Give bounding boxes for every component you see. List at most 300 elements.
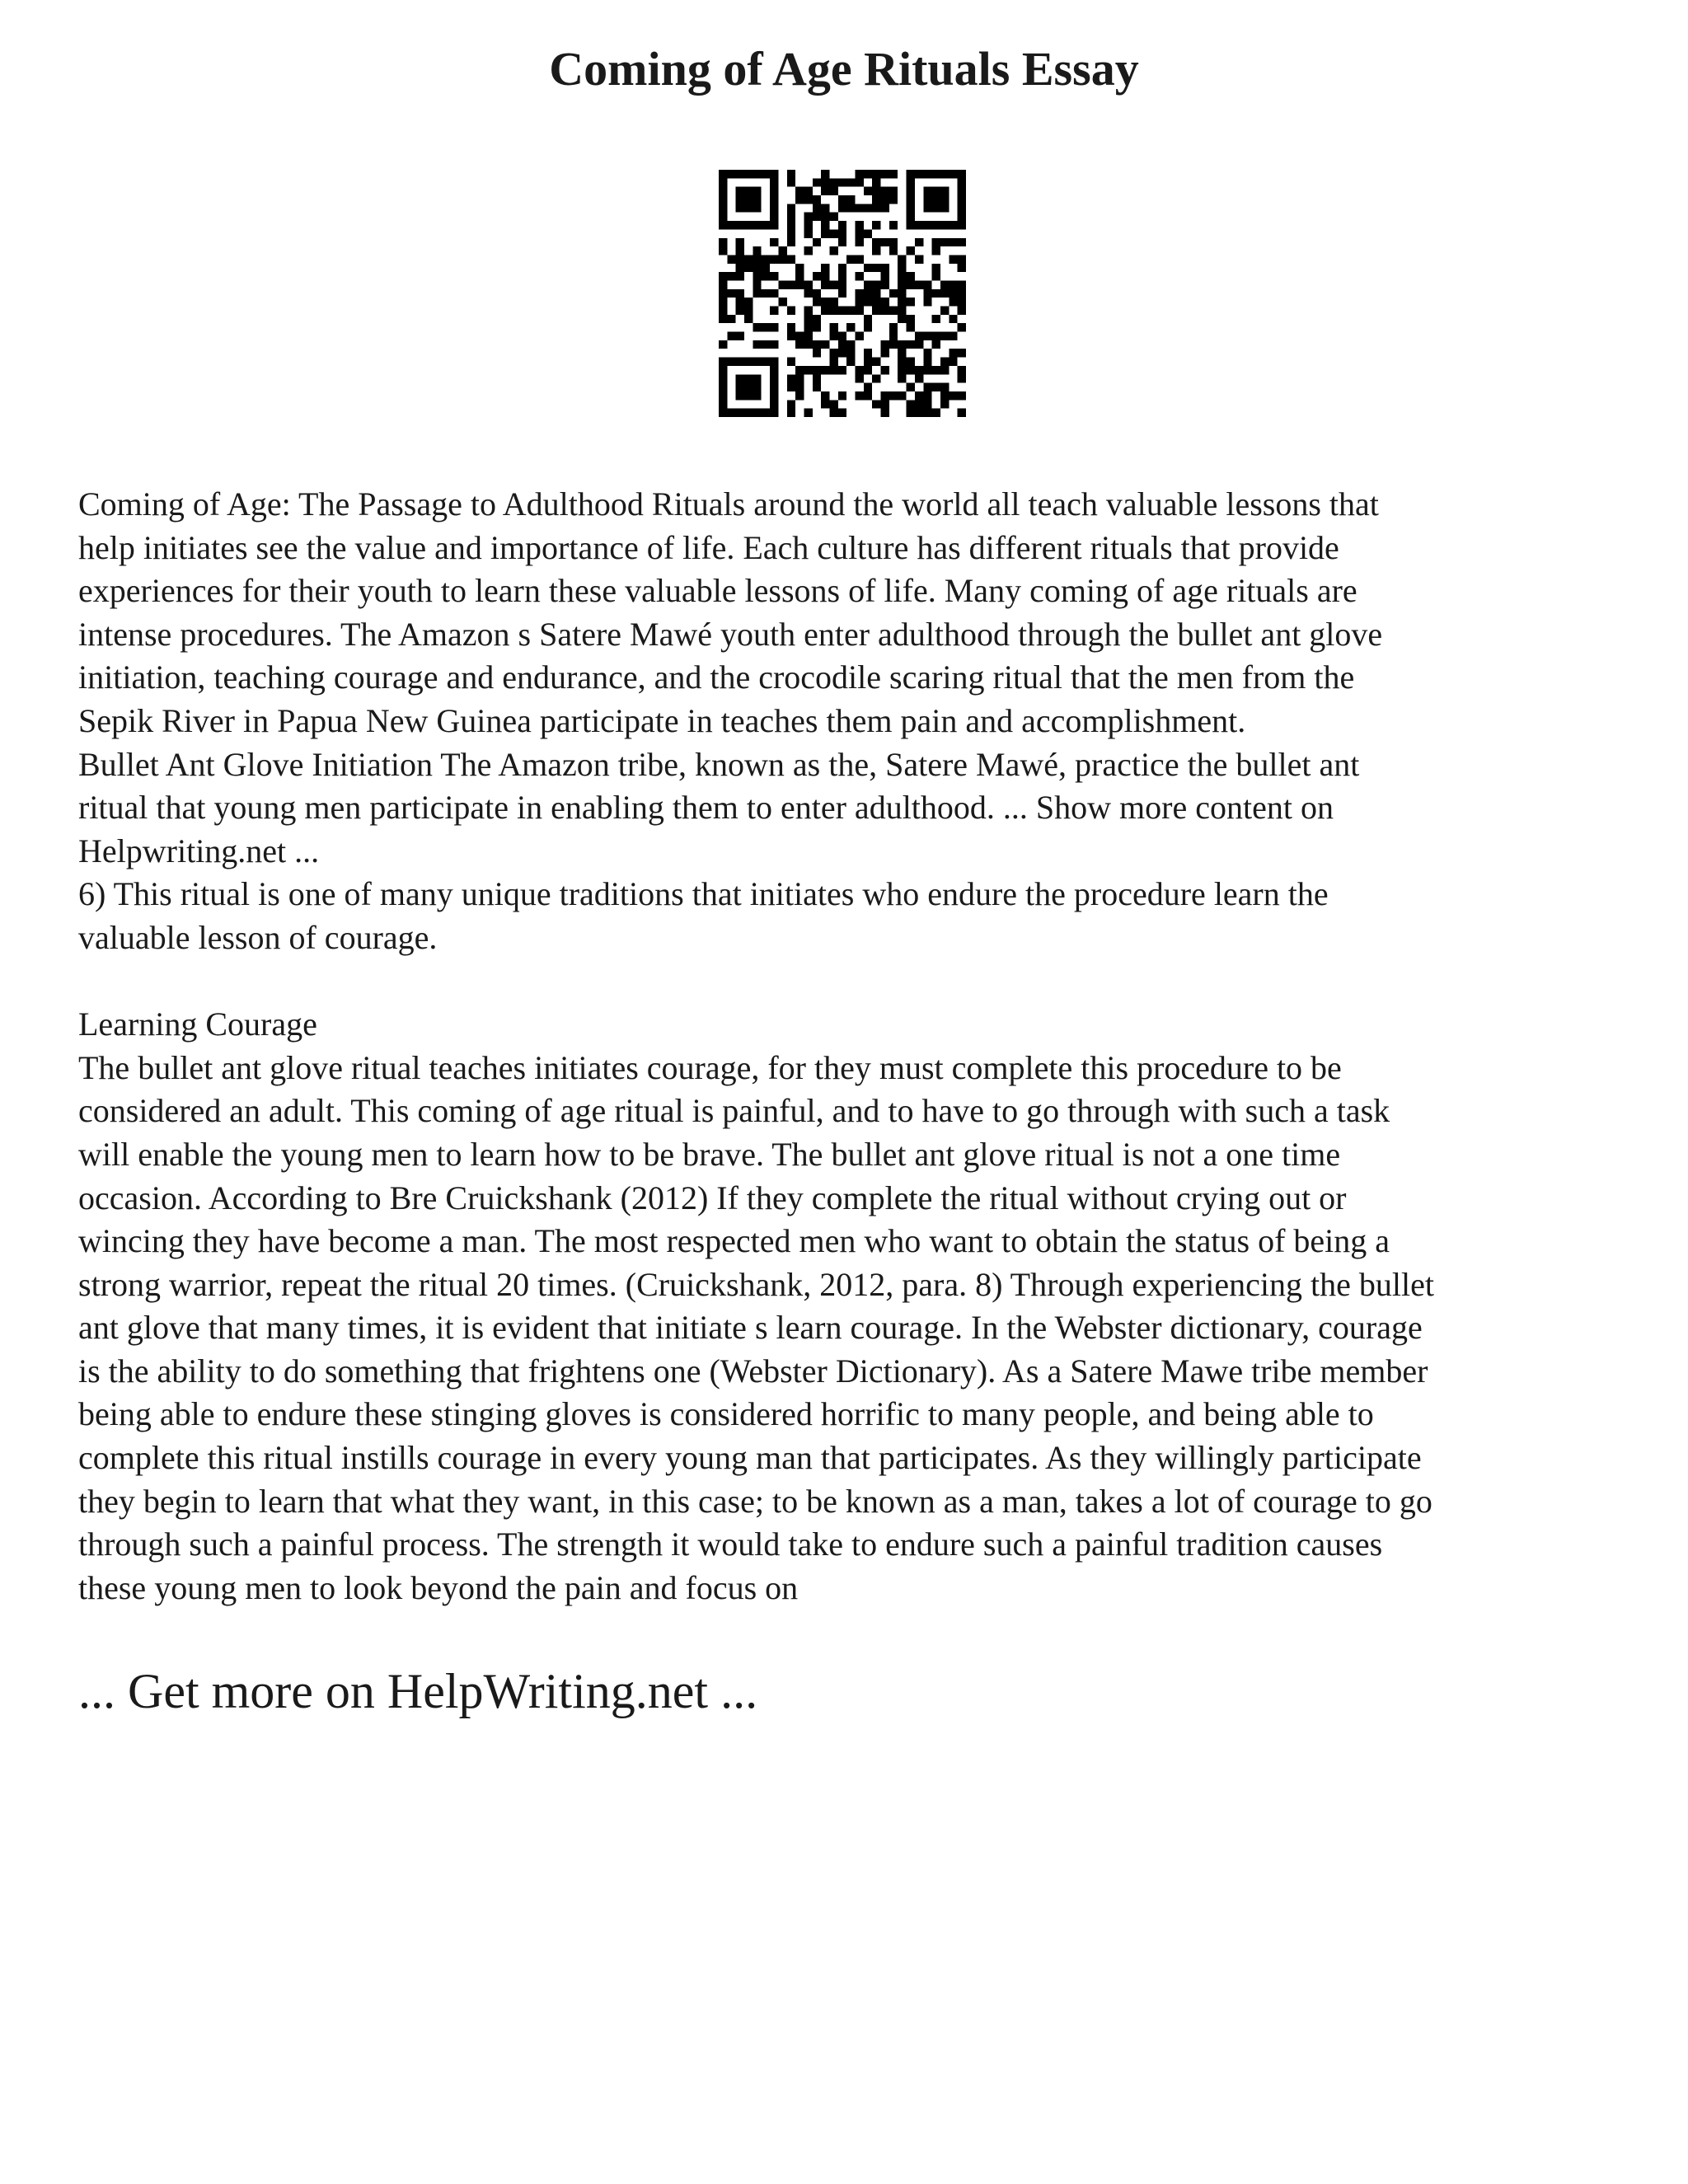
qr-module bbox=[864, 229, 872, 237]
qr-module bbox=[744, 264, 753, 272]
qr-module bbox=[719, 409, 727, 417]
qr-module bbox=[753, 246, 761, 255]
qr-module bbox=[778, 298, 786, 306]
qr-module bbox=[923, 195, 931, 204]
qr-module bbox=[881, 349, 889, 357]
qr-module bbox=[736, 307, 744, 315]
text-line: is the ability to do something that frightens one (Webster Dictionary). As a Satere Mawe tribe member bbox=[78, 1352, 1428, 1390]
qr-module bbox=[907, 383, 915, 391]
qr-module bbox=[744, 170, 753, 178]
text-line: The bullet ant glove ritual teaches initiates courage, for they must complete this procedure to be bbox=[78, 1048, 1342, 1086]
qr-module bbox=[787, 332, 795, 340]
qr-module bbox=[923, 391, 931, 400]
qr-module bbox=[719, 400, 727, 408]
qr-module bbox=[736, 195, 744, 204]
qr-module bbox=[872, 264, 880, 272]
qr-module bbox=[856, 255, 864, 263]
qr-module bbox=[736, 170, 744, 178]
qr-module bbox=[881, 391, 889, 400]
qr-module bbox=[795, 272, 804, 280]
get-more-link[interactable]: ... Get more on HelpWriting.net ... bbox=[78, 1664, 758, 1718]
qr-module bbox=[889, 187, 898, 195]
qr-module bbox=[736, 255, 744, 263]
qr-module bbox=[736, 358, 744, 366]
text-line: strong warrior, repeat the ritual 20 times. (Cruickshank, 2012, para. 8) Through experiencing the bullet bbox=[78, 1265, 1434, 1303]
text-line: will enable the young men to learn how to be brave. The bullet ant glove ritual is not a one time bbox=[78, 1135, 1341, 1173]
qr-module bbox=[907, 400, 915, 408]
qr-module bbox=[898, 391, 906, 400]
qr-module bbox=[736, 391, 744, 400]
qr-module bbox=[787, 213, 795, 221]
qr-module bbox=[932, 409, 940, 417]
qr-module bbox=[864, 358, 872, 366]
qr-module bbox=[872, 178, 880, 186]
qr-module bbox=[736, 298, 744, 306]
qr-module bbox=[829, 332, 837, 340]
qr-module bbox=[898, 366, 906, 374]
qr-module bbox=[838, 366, 846, 374]
text-line: occasion. According to Bre Cruickshank (2012) If they complete the ritual without crying out or bbox=[78, 1179, 1347, 1216]
qr-module bbox=[838, 340, 846, 349]
qr-module bbox=[804, 315, 812, 323]
qr-module bbox=[940, 307, 949, 315]
qr-module bbox=[907, 358, 915, 366]
qr-module bbox=[864, 349, 872, 357]
qr-module bbox=[881, 195, 889, 204]
qr-module bbox=[889, 221, 898, 229]
qr-module bbox=[719, 246, 727, 255]
qr-module bbox=[949, 238, 957, 246]
qr-module bbox=[864, 187, 872, 195]
qr-module bbox=[762, 255, 770, 263]
qr-module bbox=[787, 383, 795, 391]
qr-module bbox=[915, 400, 923, 408]
qr-module bbox=[915, 221, 923, 229]
qr-module bbox=[872, 238, 880, 246]
qr-module bbox=[881, 280, 889, 288]
qr-module bbox=[864, 264, 872, 272]
qr-module bbox=[915, 280, 923, 288]
qr-module bbox=[898, 315, 906, 323]
qr-module bbox=[829, 349, 837, 357]
qr-code-icon bbox=[719, 170, 966, 417]
qr-module bbox=[889, 238, 898, 246]
qr-module bbox=[813, 366, 821, 374]
qr-module bbox=[907, 272, 915, 280]
qr-module bbox=[821, 178, 829, 186]
qr-module bbox=[778, 255, 786, 263]
qr-module bbox=[923, 349, 931, 357]
qr-module bbox=[932, 246, 940, 255]
qr-module bbox=[770, 307, 778, 315]
qr-module bbox=[856, 391, 864, 400]
qr-module bbox=[795, 332, 804, 340]
qr-module bbox=[719, 366, 727, 374]
qr-module bbox=[838, 409, 846, 417]
qr-module bbox=[846, 340, 855, 349]
qr-module bbox=[787, 204, 795, 212]
qr-module bbox=[856, 272, 864, 280]
qr-module bbox=[770, 400, 778, 408]
qr-module bbox=[958, 204, 966, 212]
qr-module bbox=[787, 280, 795, 288]
qr-module bbox=[907, 178, 915, 186]
text-line: being able to endure these stinging gloves is considered horrific to many people, and being able to bbox=[78, 1395, 1374, 1433]
text-line: intense procedures. The Amazon s Satere Mawé youth enter adulthood through the bullet ant glove bbox=[78, 615, 1383, 653]
qr-module bbox=[804, 187, 812, 195]
qr-module bbox=[915, 366, 923, 374]
qr-module bbox=[787, 409, 795, 417]
qr-module bbox=[762, 289, 770, 298]
qr-module bbox=[762, 264, 770, 272]
qr-module bbox=[770, 178, 778, 186]
qr-module bbox=[915, 332, 923, 340]
qr-module bbox=[744, 204, 753, 212]
qr-module bbox=[940, 170, 949, 178]
qr-module bbox=[770, 272, 778, 280]
qr-module bbox=[736, 246, 744, 255]
qr-module bbox=[787, 358, 795, 366]
text-line: Bullet Ant Glove Initiation The Amazon tribe, known as the, Satere Mawé, practice the bullet ant bbox=[78, 745, 1360, 783]
qr-module bbox=[795, 340, 804, 349]
qr-module bbox=[846, 349, 855, 357]
qr-module bbox=[940, 289, 949, 298]
qr-module bbox=[889, 323, 898, 331]
qr-module bbox=[923, 280, 931, 288]
qr-module bbox=[838, 264, 846, 272]
qr-module bbox=[736, 289, 744, 298]
qr-module bbox=[923, 409, 931, 417]
qr-module bbox=[821, 307, 829, 315]
qr-module bbox=[804, 307, 812, 315]
qr-module bbox=[915, 238, 923, 246]
qr-module bbox=[770, 170, 778, 178]
qr-module bbox=[804, 332, 812, 340]
qr-module bbox=[915, 170, 923, 178]
qr-module bbox=[753, 358, 761, 366]
qr-module bbox=[753, 221, 761, 229]
qr-module bbox=[762, 340, 770, 349]
qr-module bbox=[795, 195, 804, 204]
qr-module bbox=[762, 323, 770, 331]
qr-module bbox=[813, 195, 821, 204]
qr-module bbox=[804, 195, 812, 204]
qr-module bbox=[856, 238, 864, 246]
text-line: experiences for their youth to learn these valuable lessons of life. Many coming of age rituals are bbox=[78, 572, 1357, 610]
qr-module bbox=[770, 204, 778, 212]
qr-module bbox=[864, 298, 872, 306]
qr-module bbox=[744, 409, 753, 417]
qr-module bbox=[838, 195, 846, 204]
qr-module bbox=[795, 366, 804, 374]
qr-module bbox=[898, 264, 906, 272]
qr-module bbox=[932, 272, 940, 280]
qr-module bbox=[907, 195, 915, 204]
qr-module bbox=[940, 391, 949, 400]
qr-module bbox=[744, 221, 753, 229]
qr-module bbox=[719, 358, 727, 366]
qr-module bbox=[856, 307, 864, 315]
qr-module bbox=[838, 229, 846, 237]
qr-module bbox=[915, 409, 923, 417]
qr-module bbox=[958, 391, 966, 400]
qr-module bbox=[881, 409, 889, 417]
qr-module bbox=[889, 391, 898, 400]
qr-module bbox=[744, 383, 753, 391]
qr-module bbox=[932, 204, 940, 212]
paragraph-spacer bbox=[78, 960, 1628, 1004]
text-line: complete this ritual instills courage in every young man that participates. As they willingly participate bbox=[78, 1439, 1422, 1477]
qr-module bbox=[881, 187, 889, 195]
qr-module bbox=[838, 307, 846, 315]
qr-module bbox=[923, 400, 931, 408]
qr-module bbox=[872, 400, 880, 408]
qr-module bbox=[829, 358, 837, 366]
qr-module bbox=[770, 409, 778, 417]
qr-module bbox=[856, 221, 864, 229]
qr-module bbox=[958, 187, 966, 195]
qr-module bbox=[770, 374, 778, 382]
qr-module bbox=[795, 280, 804, 288]
qr-module bbox=[889, 289, 898, 298]
qr-module bbox=[889, 307, 898, 315]
qr-module bbox=[804, 409, 812, 417]
text-line: Learning Courage bbox=[78, 1005, 317, 1043]
qr-module bbox=[804, 289, 812, 298]
qr-module bbox=[889, 340, 898, 349]
qr-module bbox=[753, 272, 761, 280]
qr-module bbox=[907, 170, 915, 178]
qr-module bbox=[898, 289, 906, 298]
qr-module bbox=[881, 340, 889, 349]
qr-module bbox=[736, 409, 744, 417]
qr-module bbox=[744, 358, 753, 366]
qr-module bbox=[872, 358, 880, 366]
qr-module bbox=[856, 289, 864, 298]
qr-module bbox=[719, 289, 727, 298]
qr-module bbox=[813, 298, 821, 306]
qr-module bbox=[949, 221, 957, 229]
qr-module bbox=[821, 221, 829, 229]
qr-module bbox=[770, 213, 778, 221]
text-line: Helpwriting.net ... bbox=[78, 832, 320, 869]
qr-module bbox=[813, 289, 821, 298]
qr-module bbox=[958, 255, 966, 263]
qr-module bbox=[864, 204, 872, 212]
qr-module bbox=[923, 289, 931, 298]
qr-module bbox=[932, 238, 940, 246]
qr-module bbox=[958, 221, 966, 229]
qr-module bbox=[744, 255, 753, 263]
qr-module bbox=[898, 255, 906, 263]
qr-module bbox=[719, 221, 727, 229]
qr-module bbox=[787, 178, 795, 186]
qr-module bbox=[813, 204, 821, 212]
qr-module bbox=[898, 358, 906, 366]
qr-module bbox=[898, 272, 906, 280]
qr-module bbox=[719, 340, 727, 349]
qr-module bbox=[856, 229, 864, 237]
qr-module bbox=[838, 238, 846, 246]
qr-module bbox=[821, 340, 829, 349]
qr-module bbox=[958, 298, 966, 306]
qr-module bbox=[958, 307, 966, 315]
qr-module bbox=[923, 298, 931, 306]
qr-module bbox=[907, 246, 915, 255]
qr-module bbox=[829, 400, 837, 408]
qr-module bbox=[829, 187, 837, 195]
qr-module bbox=[795, 187, 804, 195]
qr-module bbox=[864, 366, 872, 374]
qr-module bbox=[907, 213, 915, 221]
qr-module bbox=[881, 272, 889, 280]
qr-module bbox=[787, 229, 795, 237]
qr-module bbox=[949, 332, 957, 340]
text-line: ritual that young men participate in enabling them to enter adulthood. ... Show more content on bbox=[78, 789, 1334, 827]
qr-module bbox=[940, 358, 949, 366]
qr-module bbox=[813, 178, 821, 186]
qr-module bbox=[770, 383, 778, 391]
qr-module bbox=[838, 178, 846, 186]
qr-module bbox=[821, 204, 829, 212]
qr-module bbox=[881, 264, 889, 272]
qr-module bbox=[898, 374, 906, 382]
qr-module bbox=[864, 289, 872, 298]
qr-module bbox=[719, 315, 727, 323]
qr-module bbox=[762, 409, 770, 417]
qr-module bbox=[719, 187, 727, 195]
qr-module bbox=[744, 298, 753, 306]
qr-module bbox=[813, 213, 821, 221]
qr-module bbox=[770, 195, 778, 204]
qr-module bbox=[923, 358, 931, 366]
qr-module bbox=[949, 280, 957, 288]
qr-module bbox=[744, 307, 753, 315]
qr-module bbox=[872, 298, 880, 306]
qr-module bbox=[727, 409, 735, 417]
qr-module bbox=[907, 340, 915, 349]
qr-module bbox=[787, 323, 795, 331]
qr-module bbox=[898, 340, 906, 349]
qr-module bbox=[915, 255, 923, 263]
qr-module bbox=[719, 272, 727, 280]
qr-module bbox=[856, 170, 864, 178]
qr-module bbox=[958, 264, 966, 272]
qr-module bbox=[770, 323, 778, 331]
qr-module bbox=[838, 332, 846, 340]
text-line: Sepik River in Papua New Guinea participate in teaches them pain and accomplishment. bbox=[78, 701, 1246, 739]
qr-module bbox=[813, 340, 821, 349]
qr-module bbox=[821, 272, 829, 280]
qr-module bbox=[907, 409, 915, 417]
qr-module bbox=[846, 307, 855, 315]
qr-module bbox=[770, 187, 778, 195]
qr-code-graphic bbox=[719, 170, 966, 417]
qr-module bbox=[872, 187, 880, 195]
qr-module bbox=[804, 229, 812, 237]
qr-module bbox=[856, 332, 864, 340]
qr-module bbox=[889, 246, 898, 255]
qr-module bbox=[958, 323, 966, 331]
qr-module bbox=[958, 374, 966, 382]
qr-module bbox=[829, 280, 837, 288]
qr-module bbox=[829, 246, 837, 255]
qr-module bbox=[744, 187, 753, 195]
qr-module bbox=[838, 391, 846, 400]
qr-module bbox=[753, 374, 761, 382]
qr-module bbox=[787, 170, 795, 178]
essay-intro-block bbox=[78, 483, 1628, 960]
qr-module bbox=[907, 323, 915, 331]
qr-module bbox=[864, 391, 872, 400]
text-line: ant glove that many times, it is evident that initiate s learn courage. In the Webster dictionary, courage bbox=[78, 1309, 1423, 1347]
qr-module bbox=[958, 238, 966, 246]
qr-module bbox=[881, 298, 889, 306]
qr-module bbox=[889, 332, 898, 340]
qr-module bbox=[744, 315, 753, 323]
qr-module bbox=[744, 391, 753, 400]
qr-module bbox=[753, 340, 761, 349]
qr-module bbox=[719, 391, 727, 400]
qr-module bbox=[821, 280, 829, 288]
qr-module bbox=[940, 332, 949, 340]
qr-module bbox=[856, 374, 864, 382]
qr-module bbox=[940, 221, 949, 229]
qr-module bbox=[940, 187, 949, 195]
qr-module bbox=[753, 264, 761, 272]
qr-module bbox=[795, 391, 804, 400]
qr-module bbox=[949, 349, 957, 357]
qr-module bbox=[813, 238, 821, 246]
qr-module bbox=[923, 366, 931, 374]
qr-module bbox=[719, 383, 727, 391]
qr-module bbox=[744, 195, 753, 204]
qr-module bbox=[804, 246, 812, 255]
qr-module bbox=[923, 383, 931, 391]
qr-module bbox=[829, 323, 837, 331]
qr-module bbox=[907, 221, 915, 229]
qr-module bbox=[727, 358, 735, 366]
qr-module bbox=[932, 195, 940, 204]
qr-module bbox=[864, 383, 872, 391]
qr-module bbox=[889, 195, 898, 204]
qr-module bbox=[907, 204, 915, 212]
qr-module bbox=[898, 280, 906, 288]
qr-module bbox=[829, 213, 837, 221]
qr-module bbox=[958, 289, 966, 298]
qr-module bbox=[923, 332, 931, 340]
qr-module bbox=[770, 358, 778, 366]
qr-module bbox=[838, 272, 846, 280]
qr-module bbox=[736, 238, 744, 246]
essay-body bbox=[78, 483, 1628, 1610]
qr-module bbox=[932, 221, 940, 229]
qr-module bbox=[940, 400, 949, 408]
qr-module bbox=[829, 409, 837, 417]
qr-module bbox=[736, 204, 744, 212]
text-line: through such a painful process. The strength it would take to endure such a painful tradition causes bbox=[78, 1526, 1383, 1563]
qr-module bbox=[838, 221, 846, 229]
qr-module bbox=[787, 374, 795, 382]
qr-module bbox=[949, 255, 957, 263]
qr-module bbox=[932, 289, 940, 298]
qr-module bbox=[787, 400, 795, 408]
qr-module bbox=[838, 280, 846, 288]
qr-module bbox=[727, 315, 735, 323]
qr-module bbox=[949, 289, 957, 298]
qr-module bbox=[923, 170, 931, 178]
qr-module bbox=[940, 280, 949, 288]
